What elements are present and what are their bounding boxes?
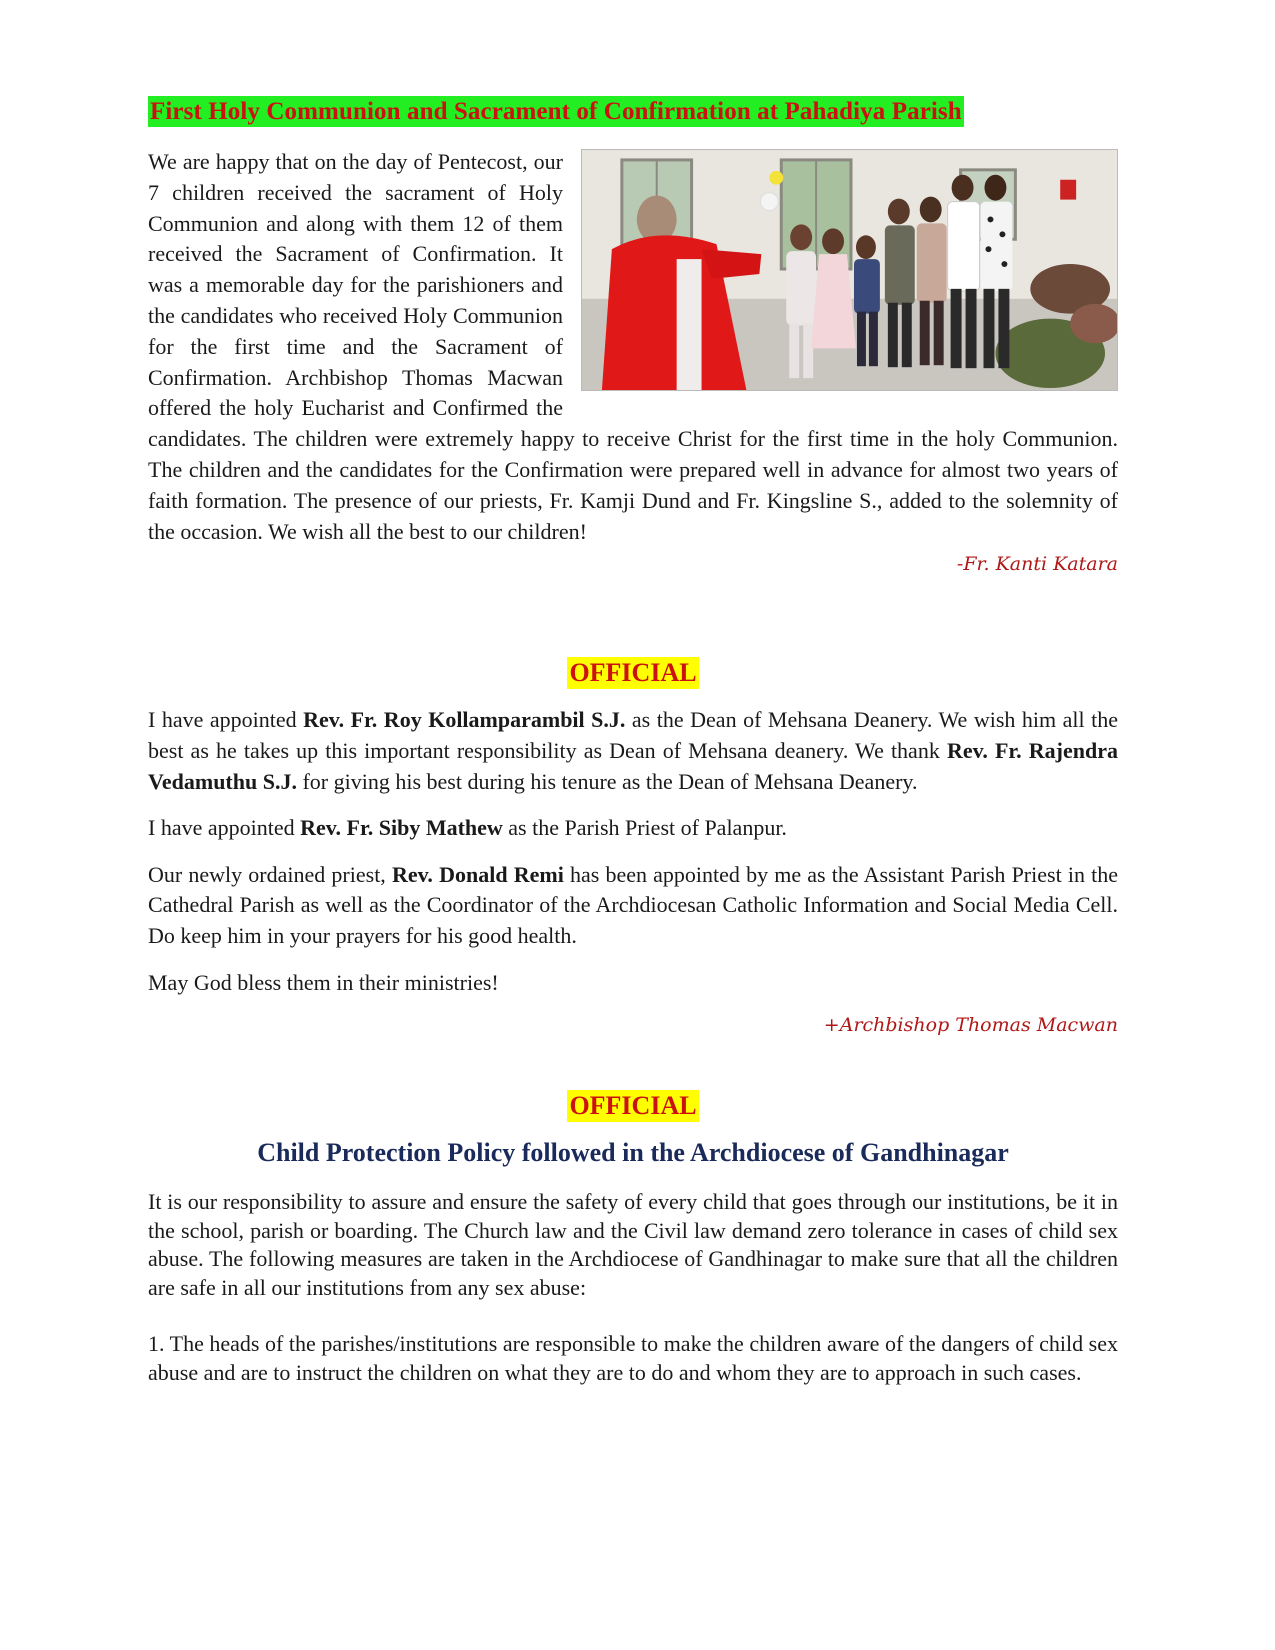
p2-name-1: Rev. Fr. Siby Mathew [300,815,503,841]
p2-text-1: I have appointed [148,815,301,841]
policy-paragraph-2: 1. The heads of the parishes/institutions are responsible to make the children aware of the dangers of child sex abuse and are to instruct the children on what they are to do and whom they are to approach in such cases. [148,1331,1118,1386]
blessing-paragraph: May God bless them in their ministries! [148,969,499,995]
document-page [148,96,1118,1388]
official-heading-wrap [148,657,1118,689]
policy-title: Child Protection Policy followed in the Archdiocese of Gandhinagar [257,1138,1009,1168]
appointment-paragraph-2 [148,813,1118,844]
p1-text-2: as the Dean of Mehsana Deanery. We wish him all the best as he takes up this important responsibility as Dean of Mehsana deanery. We thank [148,707,1119,763]
p1-text-3: for giving his best during his tenure as the Dean of Mehsana Deanery. [296,768,918,794]
official-appointments [148,657,1118,1036]
appointment-paragraph-3 [148,860,1118,952]
communion-photo [581,149,1118,391]
communion-photo-image [582,150,1117,390]
official-heading-wrap-2 [148,1090,1118,1122]
p1-name-2: Rev. Fr. Rajendra Vedamuthu S.J. [148,737,1118,794]
p3-name-1: Rev. Donald Remi [391,861,564,887]
p1-name-1: Rev. Fr. Roy Kollamparambil S.J. [303,707,626,733]
appointment-paragraph-1 [148,705,1118,797]
article-body: We are happy that on the day of Pentecost, our 7 children received the sacrament of Holy Communion and along with them 12 of them received the Sacrament of Confirmation. It was a memorable day for the parishioners and the candidates who received Holy Communion for the first time and the Sacrament of Confirmation. Archbishop Thomas Macwan offered the holy Eucharist and Confirmed the candidates. The children were extremely happy to receive Christ for the first time in the holy Communion. The children and the candidates for the Confirmation were prepared well in advance for almost two years of faith formation. The presence of our priests, Fr. Kamji Dund and Fr. Kingsline S., added to the solemnity of the occasion. We wish all the best to our children! [148,149,1118,544]
p3-text-2: has been appointed by me as the Assistant Parish Priest in the Cathedral Parish as well as the Coordinator of the Archdiocesan Catholic Information and Social Media Cell. Do keep him in your prayers for his good health. [148,861,1119,948]
official-heading-2: OFFICIAL [569,1091,697,1121]
official-child-protection [148,1090,1118,1388]
archbishop-signature: +Archbishop Thomas Macwan [823,1014,1118,1037]
p3-text-1: Our newly ordained priest, [148,861,392,887]
article-communion [148,96,1118,575]
article-title: First Holy Communion and Sacrament of Confirmation at Pahadiya Parish [150,98,962,125]
p1-text-1: I have appointed [148,707,304,733]
article-signature: -Fr. Kanti Katara [956,553,1118,576]
policy-paragraph-1: It is our responsibility to assure and ensure the safety of every child that goes through our institutions, be it in the school, parish or boarding. The Church law and the Civil law demand zero tolerance in cases of child sex abuse. The following measures are taken in the Archdiocese of Gandhinagar to make sure that all the children are safe in all our institutions from any sex abuse: [148,1189,1118,1300]
official-heading: OFFICIAL [569,658,697,688]
p2-text-2: as the Parish Priest of Palanpur. [502,815,787,841]
article-body-wrap [148,147,1118,547]
